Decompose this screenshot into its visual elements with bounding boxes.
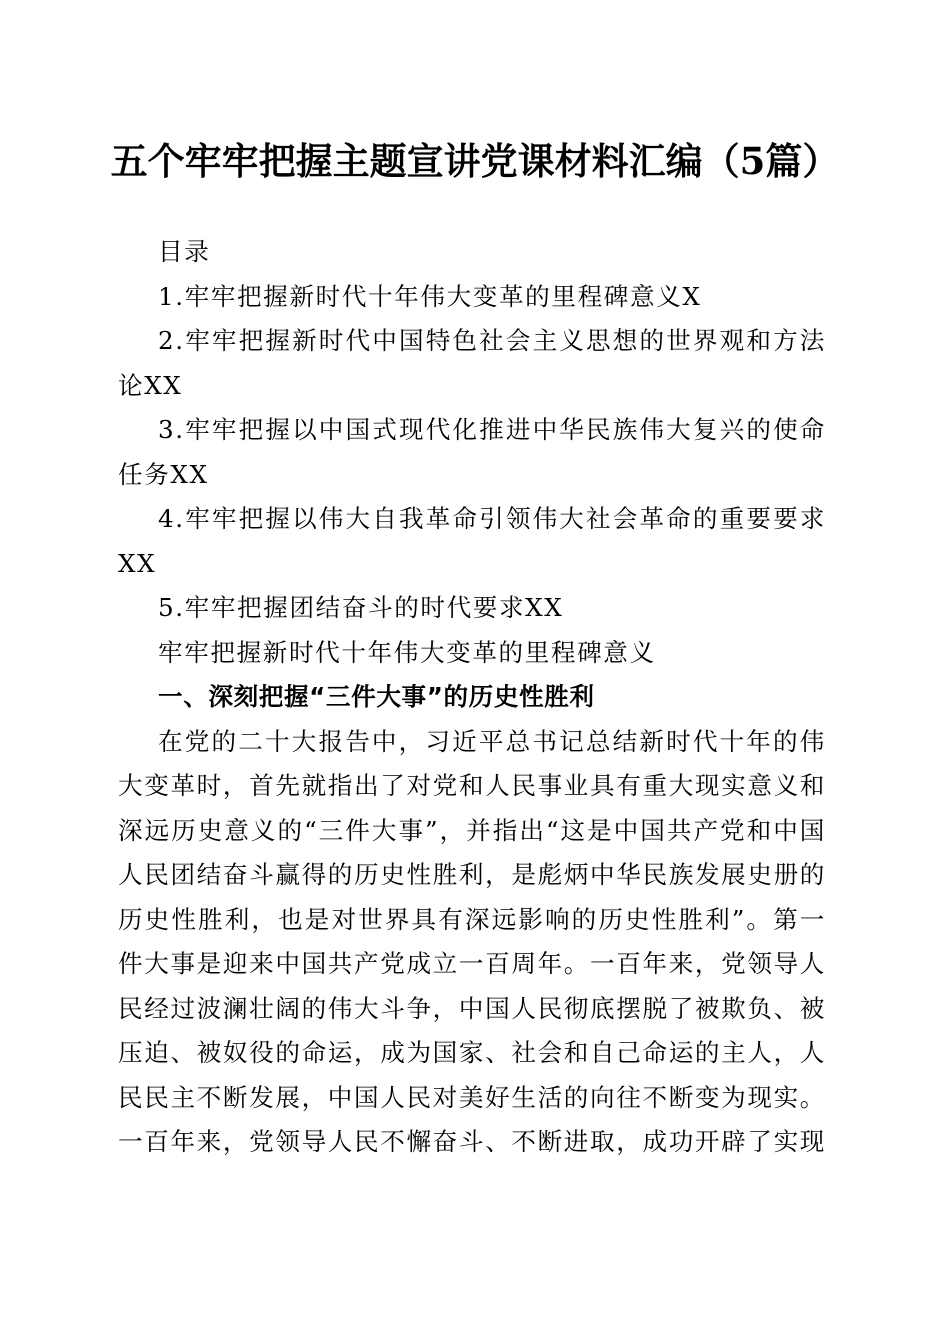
toc-item: 2.牢牢把握新时代中国特色社会主义思想的世界观和方法论XX xyxy=(118,326,826,400)
toc-label: 目录 xyxy=(158,237,211,266)
body-paragraph: 在党的二十大报告中，习近平总书记总结新时代十年的伟大变革时，首先就指出了对党和人民事业具有重大现实意义和深远历史意义的“三件大事”，并指出“这是中国共产党和中国人民团结奋斗赢得的历史性胜利，是彪炳中华民族发展史册的历史性胜利，也是对世界具有深远影响的历史性胜利”。第一件大事是迎来中国共产党成立一百周年。一百年来，党领导人民经过波澜壮阔的伟大斗争，中国人民彻底摆脱了被欺负、被压迫、被奴役的命运，成为国家、社会和自己命运的主人，人民民主不断发展，中国人民对美好生活的向往不断变为现实。一百年来，党领导人民不懈奋斗、不断进取，成功开辟了实现 xyxy=(118,726,826,1156)
toc-item: 5.牢牢把握团结奋斗的时代要求XX xyxy=(158,593,564,622)
article-title: 牢牢把握新时代十年伟大变革的里程碑意义 xyxy=(158,637,656,667)
document-title: 五个牢牢把握主题宣讲党课材料汇编（5篇） xyxy=(110,139,840,183)
document-body xyxy=(118,230,826,1165)
toc-item: 1.牢牢把握新时代十年伟大变革的里程碑意义X xyxy=(158,281,702,311)
toc-item: 4.牢牢把握以伟大自我革命引领伟大社会革命的重要要求XX xyxy=(118,504,826,578)
toc-item: 3.牢牢把握以中国式现代化推进中华民族伟大复兴的使命任务XX xyxy=(118,415,826,489)
section-heading: 一、深刻把握“三件大事”的历史性胜利 xyxy=(158,682,595,711)
